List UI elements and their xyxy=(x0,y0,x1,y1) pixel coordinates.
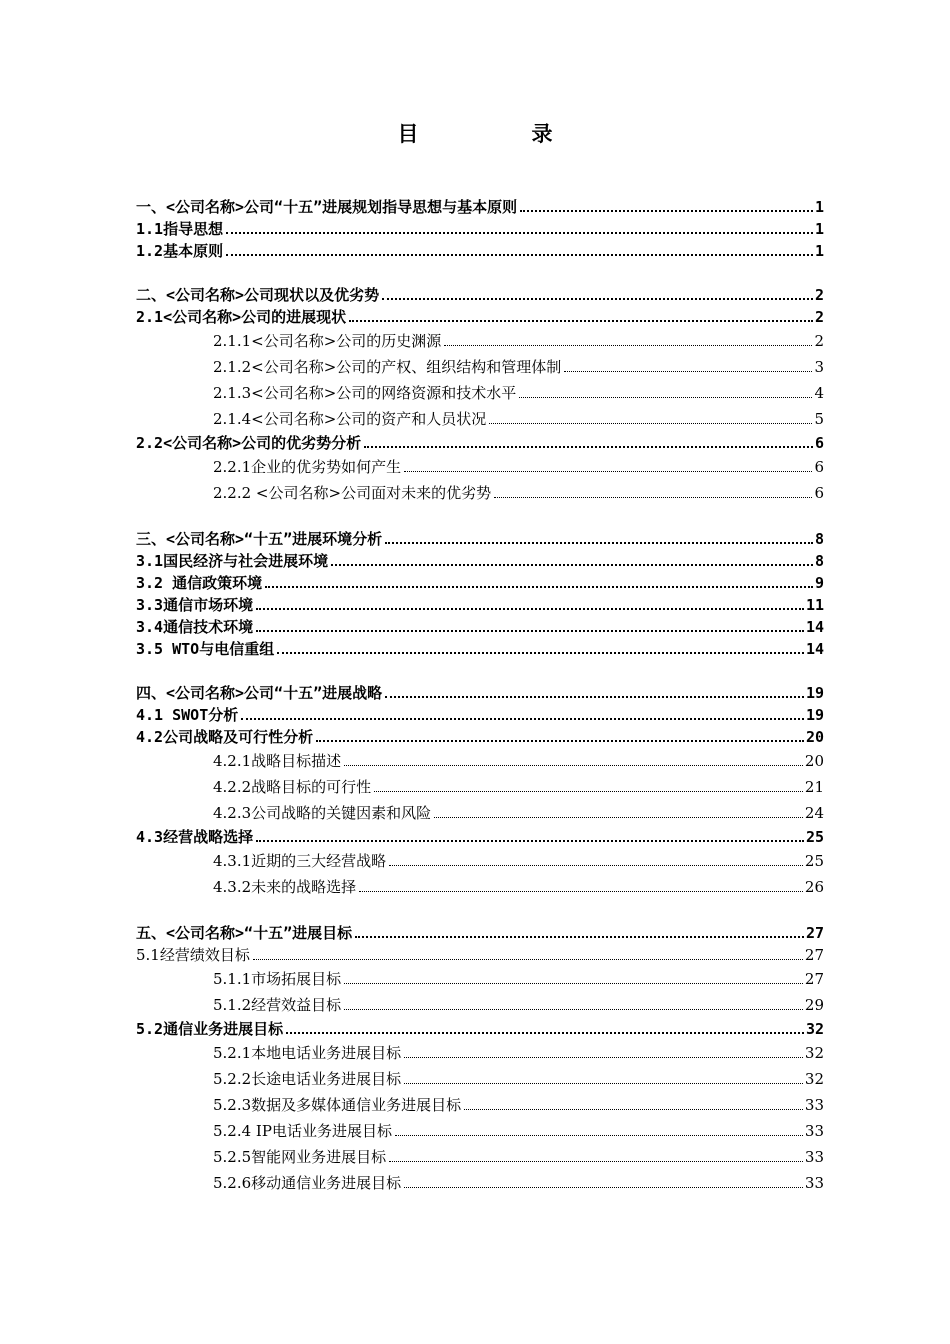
toc-page-number: 19 xyxy=(805,684,824,702)
toc-entry-label: 2.2.1企业的优劣势如何产生 xyxy=(213,454,402,480)
toc-entry-label: 五、<公司名称>“十五”进展目标 xyxy=(136,924,353,942)
toc-entry[interactable] xyxy=(136,528,824,550)
dot-leader xyxy=(359,879,803,892)
toc-entry[interactable] xyxy=(136,572,824,594)
toc-page-number: 6 xyxy=(814,484,824,502)
toc-page-number: 14 xyxy=(805,640,824,658)
toc-entry-label: 4.3.2未来的战略选择 xyxy=(213,874,357,900)
toc-entry-label: 4.2公司战略及可行性分析 xyxy=(136,728,314,746)
toc-entry-label: 2.1.3<公司名称>公司的网络资源和技术水平 xyxy=(213,380,517,406)
toc-entry-label: 2.1.4<公司名称>公司的资产和人员状况 xyxy=(213,406,487,432)
toc-entry[interactable] xyxy=(136,550,824,572)
toc-entry[interactable] xyxy=(136,704,824,726)
toc-page-number: 20 xyxy=(804,752,824,770)
dot-leader xyxy=(464,1097,803,1110)
toc-section xyxy=(0,284,950,506)
toc-entry[interactable] xyxy=(213,406,824,432)
dot-leader xyxy=(344,997,803,1010)
toc-list xyxy=(0,196,950,1218)
dot-leader xyxy=(256,618,804,632)
dot-leader xyxy=(374,779,803,792)
dot-leader xyxy=(404,459,812,472)
toc-entry[interactable] xyxy=(213,774,824,800)
toc-section xyxy=(0,196,950,262)
toc-entry[interactable] xyxy=(213,1066,824,1092)
toc-page-number: 1 xyxy=(814,242,824,260)
toc-entry[interactable] xyxy=(136,432,824,454)
toc-entry-label: 4.2.2战略目标的可行性 xyxy=(213,774,372,800)
dot-leader xyxy=(520,198,813,212)
dot-leader xyxy=(385,530,813,544)
dot-leader xyxy=(389,853,803,866)
toc-page-number: 1 xyxy=(814,198,824,216)
dot-leader xyxy=(256,596,804,610)
dot-leader xyxy=(241,706,804,720)
toc-entry[interactable] xyxy=(136,594,824,616)
toc-entry[interactable] xyxy=(213,1118,824,1144)
dot-leader xyxy=(444,333,812,346)
toc-entry-label: 4.3.1近期的三大经营战略 xyxy=(213,848,387,874)
toc-entry[interactable] xyxy=(213,454,824,480)
toc-entry[interactable] xyxy=(136,616,824,638)
dot-leader xyxy=(395,1123,803,1136)
toc-entry[interactable] xyxy=(213,1144,824,1170)
toc-entry[interactable] xyxy=(213,1170,824,1196)
dot-leader xyxy=(364,434,813,448)
toc-page-number: 25 xyxy=(805,828,824,846)
toc-page-number: 33 xyxy=(804,1122,824,1140)
toc-entry-label: 4.2.1战略目标描述 xyxy=(213,748,342,774)
toc-entry[interactable] xyxy=(136,284,824,306)
toc-entry-label: 2.2<公司名称>公司的优劣势分析 xyxy=(136,434,362,452)
dot-leader xyxy=(494,485,812,498)
toc-entry-label: 5.1.2经营效益目标 xyxy=(213,992,342,1018)
dot-leader xyxy=(316,728,804,742)
toc-entry-label: 2.2.2 <公司名称>公司面对未来的优劣势 xyxy=(213,480,492,506)
toc-title: 目 录 xyxy=(397,122,599,146)
toc-entry-label: 4.2.3公司战略的关键因素和风险 xyxy=(213,800,432,826)
toc-page-number: 4 xyxy=(814,384,824,402)
toc-page-number: 33 xyxy=(804,1148,824,1166)
dot-leader xyxy=(382,286,813,300)
toc-entry[interactable] xyxy=(213,1040,824,1066)
toc-entry-label: 三、<公司名称>“十五”进展环境分析 xyxy=(136,530,383,548)
toc-entry[interactable] xyxy=(213,748,824,774)
toc-entry-label: 3.3通信市场环境 xyxy=(136,596,254,614)
toc-page-number: 21 xyxy=(804,778,824,796)
dot-leader xyxy=(385,684,804,698)
toc-entry-label: 4.1 SWOT分析 xyxy=(136,706,239,724)
toc-entry-label: 四、<公司名称>公司“十五”进展战略 xyxy=(136,684,383,702)
dot-leader xyxy=(349,308,813,322)
toc-entry-label: 1.1指导思想 xyxy=(136,220,224,238)
toc-page-number: 33 xyxy=(804,1174,824,1192)
dot-leader xyxy=(404,1175,803,1188)
toc-entry-label: 4.3经营战略选择 xyxy=(136,828,254,846)
dot-leader xyxy=(434,805,803,818)
toc-entry[interactable] xyxy=(213,354,824,380)
toc-page-number: 6 xyxy=(814,434,824,452)
dot-leader xyxy=(277,640,804,654)
toc-page-number: 2 xyxy=(814,332,824,350)
dot-leader xyxy=(265,574,813,588)
dot-leader xyxy=(253,947,803,960)
toc-page-number: 8 xyxy=(814,552,824,570)
dot-leader xyxy=(489,411,812,424)
toc-entry-label: 3.1国民经济与社会进展环境 xyxy=(136,552,329,570)
toc-page-number: 32 xyxy=(804,1044,824,1062)
dot-leader xyxy=(389,1149,803,1162)
toc-entry[interactable] xyxy=(136,240,824,262)
toc-entry[interactable] xyxy=(213,328,824,354)
toc-page-number: 29 xyxy=(804,996,824,1014)
toc-page-number: 9 xyxy=(814,574,824,592)
dot-leader xyxy=(564,359,812,372)
toc-page-number: 27 xyxy=(804,970,824,988)
toc-page-number: 25 xyxy=(804,852,824,870)
dot-leader xyxy=(519,385,812,398)
toc-entry-label: 2.1.2<公司名称>公司的产权、组织结构和管理体制 xyxy=(213,354,562,380)
toc-page-number: 33 xyxy=(804,1096,824,1114)
toc-section xyxy=(0,922,950,1196)
dot-leader xyxy=(344,971,803,984)
toc-page-number: 11 xyxy=(805,596,824,614)
toc-entry-label: 3.2 通信政策环境 xyxy=(136,574,263,592)
toc-page-number: 6 xyxy=(814,458,824,476)
toc-page-number: 2 xyxy=(814,286,824,304)
toc-entry-label: 1.2基本原则 xyxy=(136,242,224,260)
toc-page-number: 27 xyxy=(804,946,824,964)
toc-page-number: 32 xyxy=(804,1070,824,1088)
toc-entry[interactable] xyxy=(136,638,824,660)
toc-entry-label: 5.2.3数据及多媒体通信业务进展目标 xyxy=(213,1092,462,1118)
toc-entry[interactable] xyxy=(136,944,824,966)
toc-entry[interactable] xyxy=(213,480,824,506)
toc-entry-label: 5.2.5智能网业务进展目标 xyxy=(213,1144,387,1170)
toc-page-number: 1 xyxy=(814,220,824,238)
toc-entry-label: 5.2.4 IP电话业务进展目标 xyxy=(213,1118,393,1144)
toc-entry-label: 5.2.6移动通信业务进展目标 xyxy=(213,1170,402,1196)
toc-entry-label: 5.2通信业务进展目标 xyxy=(136,1020,284,1038)
toc-entry[interactable] xyxy=(213,992,824,1018)
toc-entry-label: 3.4通信技术环境 xyxy=(136,618,254,636)
toc-entry[interactable] xyxy=(136,726,824,748)
toc-entry-label: 5.2.1本地电话业务进展目标 xyxy=(213,1040,402,1066)
toc-entry-label: 一、<公司名称>公司“十五”进展规划指导思想与基本原则 xyxy=(136,198,518,216)
toc-entry[interactable] xyxy=(136,682,824,704)
toc-section xyxy=(0,528,950,660)
toc-entry-label: 2.1.1<公司名称>公司的历史渊源 xyxy=(213,328,442,354)
toc-entry-label: 5.1经营绩效目标 xyxy=(136,946,250,964)
toc-entry[interactable] xyxy=(213,1092,824,1118)
toc-entry[interactable] xyxy=(213,848,824,874)
toc-page-number: 32 xyxy=(805,1020,824,1038)
toc-page-number: 27 xyxy=(805,924,824,942)
toc-entry-label: 2.1<公司名称>公司的进展现状 xyxy=(136,308,347,326)
toc-page-number: 2 xyxy=(814,308,824,326)
toc-page-number: 24 xyxy=(804,804,824,822)
toc-page-number: 14 xyxy=(805,618,824,636)
toc-entry-label: 5.2.2长途电话业务进展目标 xyxy=(213,1066,402,1092)
dot-leader xyxy=(404,1045,803,1058)
dot-leader xyxy=(226,242,813,256)
toc-entry-label: 5.1.1市场拓展目标 xyxy=(213,966,342,992)
toc-page-number: 19 xyxy=(805,706,824,724)
toc-page-number: 26 xyxy=(804,878,824,896)
dot-leader xyxy=(331,552,813,566)
toc-entry[interactable] xyxy=(136,826,824,848)
dot-leader xyxy=(355,924,804,938)
toc-entry[interactable] xyxy=(213,966,824,992)
toc-entry[interactable] xyxy=(213,800,824,826)
toc-entry-label: 二、<公司名称>公司现状以及优劣势 xyxy=(136,286,380,304)
toc-page-number: 20 xyxy=(805,728,824,746)
toc-entry[interactable] xyxy=(136,218,824,240)
dot-leader xyxy=(286,1020,804,1034)
toc-page-number: 8 xyxy=(814,530,824,548)
toc-entry[interactable] xyxy=(136,306,824,328)
toc-entry[interactable] xyxy=(136,196,824,218)
toc-page-number: 3 xyxy=(814,358,824,376)
toc-entry[interactable] xyxy=(136,922,824,944)
dot-leader xyxy=(226,220,813,234)
toc-entry[interactable] xyxy=(213,874,824,900)
dot-leader xyxy=(256,828,804,842)
toc-entry-label: 3.5 WTO与电信重组 xyxy=(136,640,275,658)
dot-leader xyxy=(344,753,803,766)
toc-entry[interactable] xyxy=(213,380,824,406)
toc-section xyxy=(0,682,950,900)
toc-page-number: 5 xyxy=(814,410,824,428)
dot-leader xyxy=(404,1071,803,1084)
toc-entry[interactable] xyxy=(136,1018,824,1040)
